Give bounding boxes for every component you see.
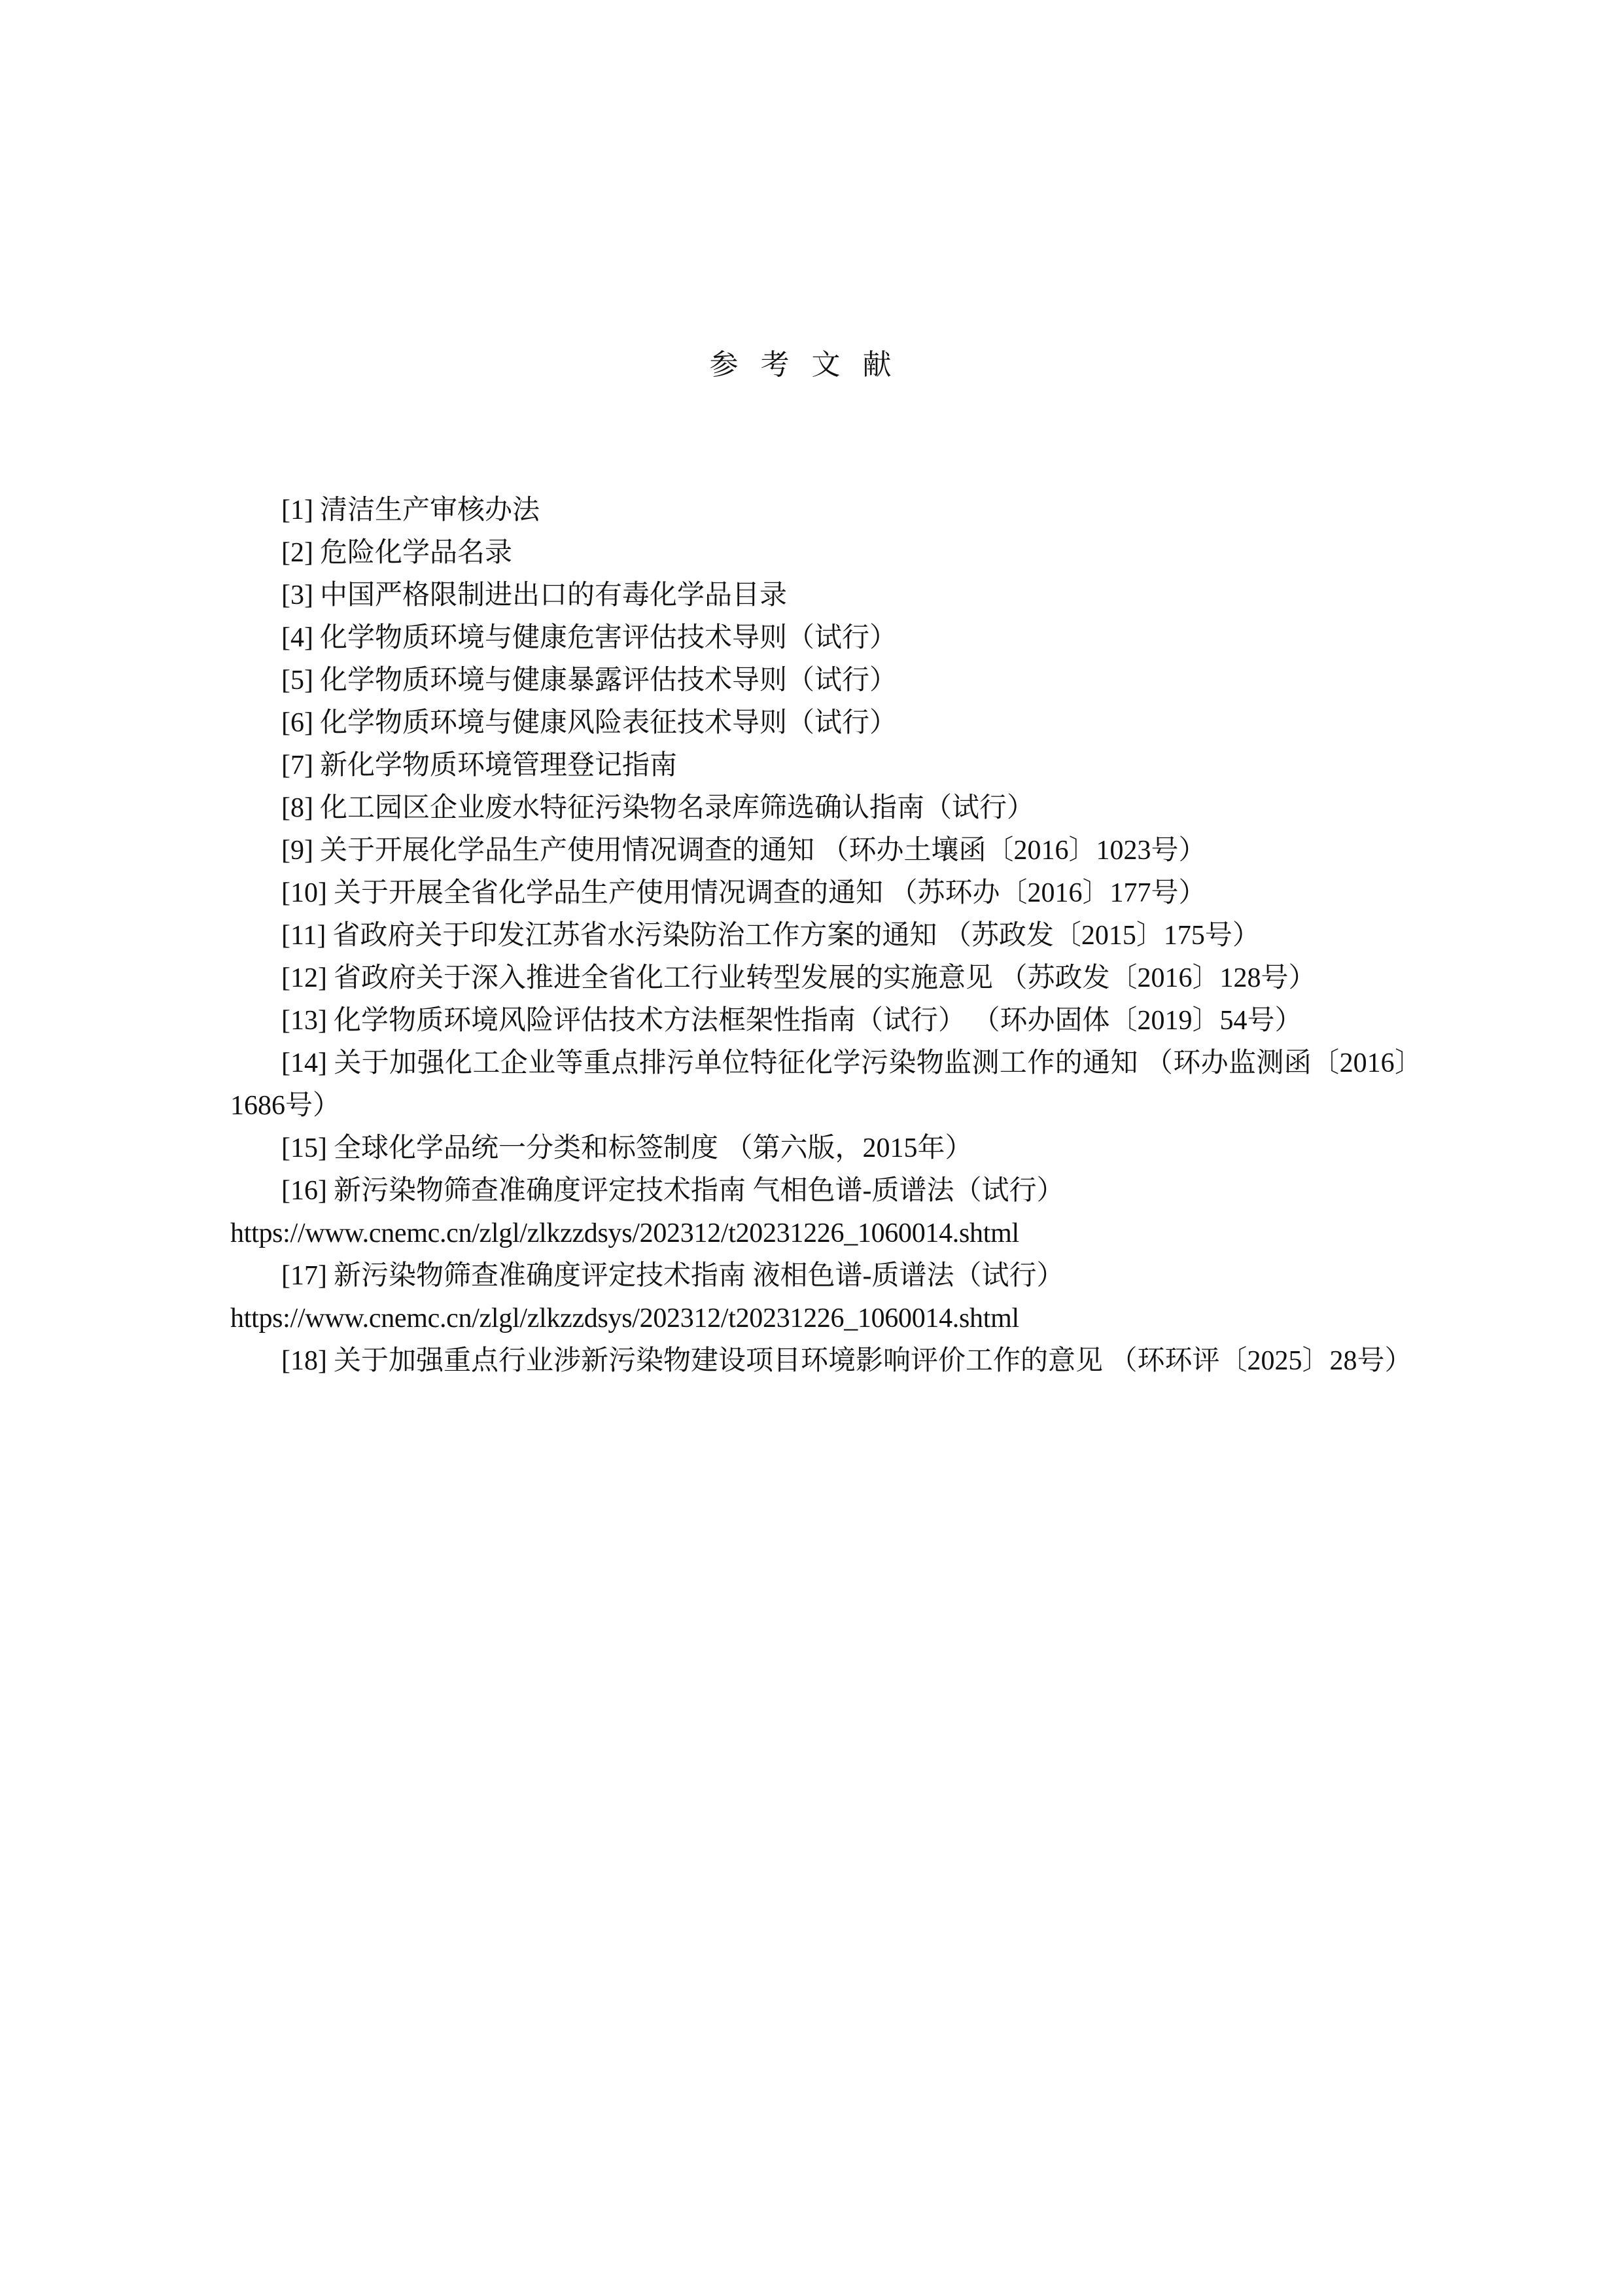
reference-text: 关于开展全省化学品生产使用情况调查的通知 （苏环办〔2016〕177号） xyxy=(333,878,1206,908)
reference-number: [14] xyxy=(281,1048,327,1078)
reference-item xyxy=(230,1042,1422,1127)
reference-text: 化学物质环境与健康危害评估技术导则（试行） xyxy=(319,623,897,653)
reference-number: [4] xyxy=(281,623,313,653)
reference-text: 新化学物质环境管理登记指南 xyxy=(319,751,677,781)
reference-number: [9] xyxy=(281,836,313,866)
reference-number: [15] xyxy=(281,1133,327,1163)
reference-number: [2] xyxy=(281,538,313,568)
reference-item xyxy=(230,532,1422,574)
reference-text: 关于加强重点行业涉新污染物建设项目环境影响评价工作的意见 （环环评〔2025〕28号） xyxy=(333,1346,1412,1376)
reference-number: [11] xyxy=(281,921,326,951)
reference-number: [13] xyxy=(281,1006,327,1036)
reference-text: 全球化学品统一分类和标签制度 （第六版，2015年） xyxy=(333,1133,973,1163)
reference-item xyxy=(230,1255,1422,1340)
reference-item xyxy=(230,702,1422,745)
reference-number: [7] xyxy=(281,751,313,781)
reference-text: 化学物质环境与健康风险表征技术导则（试行） xyxy=(319,708,897,738)
reference-number: [12] xyxy=(281,963,327,993)
reference-text: 关于开展化学品生产使用情况调查的通知 （环办土壤函〔2016〕1023号） xyxy=(319,836,1206,866)
reference-text: 省政府关于深入推进全省化工行业转型发展的实施意见 （苏政发〔2016〕128号） xyxy=(333,963,1316,993)
reference-item xyxy=(230,745,1422,787)
reference-number: [5] xyxy=(281,665,313,696)
reference-text: 关于加强化工企业等重点排污单位特征化学污染物监测工作的通知 （环办监测函〔2016〕1686号） xyxy=(230,1048,1422,1121)
reference-item xyxy=(230,787,1422,830)
reference-item xyxy=(230,1340,1422,1383)
reference-number: [8] xyxy=(281,793,313,823)
reference-text: 新污染物筛查准确度评定技术指南 气相色谱-质谱法（试行） xyxy=(333,1176,1064,1206)
reference-text: 中国严格限制进出口的有毒化学品目录 xyxy=(319,580,787,610)
reference-item xyxy=(230,489,1422,532)
reference-item xyxy=(230,915,1422,957)
reference-url: https://www.cnemc.cn/zlgl/zlkzzdsys/202312/t20231226_1060014.shtml xyxy=(230,1303,1019,1333)
reference-number: [16] xyxy=(281,1176,327,1206)
reference-item xyxy=(230,872,1422,915)
reference-number: [18] xyxy=(281,1346,327,1376)
reference-text: 化学物质环境与健康暴露评估技术导则（试行） xyxy=(319,665,897,696)
page-title: 参考文献 xyxy=(709,349,914,381)
reference-text: 新污染物筛查准确度评定技术指南 液相色谱-质谱法（试行） xyxy=(333,1261,1064,1291)
reference-number: [10] xyxy=(281,878,327,908)
reference-item xyxy=(230,957,1422,1000)
reference-text: 清洁生产审核办法 xyxy=(319,495,540,525)
reference-number: [17] xyxy=(281,1261,327,1291)
reference-item xyxy=(230,617,1422,660)
reference-number: [3] xyxy=(281,580,313,610)
reference-item xyxy=(230,1170,1422,1255)
reference-text: 省政府关于印发江苏省水污染防治工作方案的通知 （苏政发〔2015〕175号） xyxy=(332,921,1260,951)
reference-item xyxy=(230,574,1422,617)
reference-url: https://www.cnemc.cn/zlgl/zlkzzdsys/202312/t20231226_1060014.shtml xyxy=(230,1218,1019,1248)
reference-list xyxy=(230,489,1422,1383)
reference-item xyxy=(230,1127,1422,1170)
reference-item xyxy=(230,830,1422,872)
reference-number: [6] xyxy=(281,708,313,738)
reference-text: 化学物质环境风险评估技术方法框架性指南（试行） （环办固体〔2019〕54号） xyxy=(333,1006,1302,1036)
reference-item xyxy=(230,1000,1422,1042)
reference-number: [1] xyxy=(281,495,313,525)
reference-text: 化工园区企业废水特征污染物名录库筛选确认指南（试行） xyxy=(319,793,1034,823)
reference-text: 危险化学品名录 xyxy=(319,538,512,568)
reference-item xyxy=(230,660,1422,702)
